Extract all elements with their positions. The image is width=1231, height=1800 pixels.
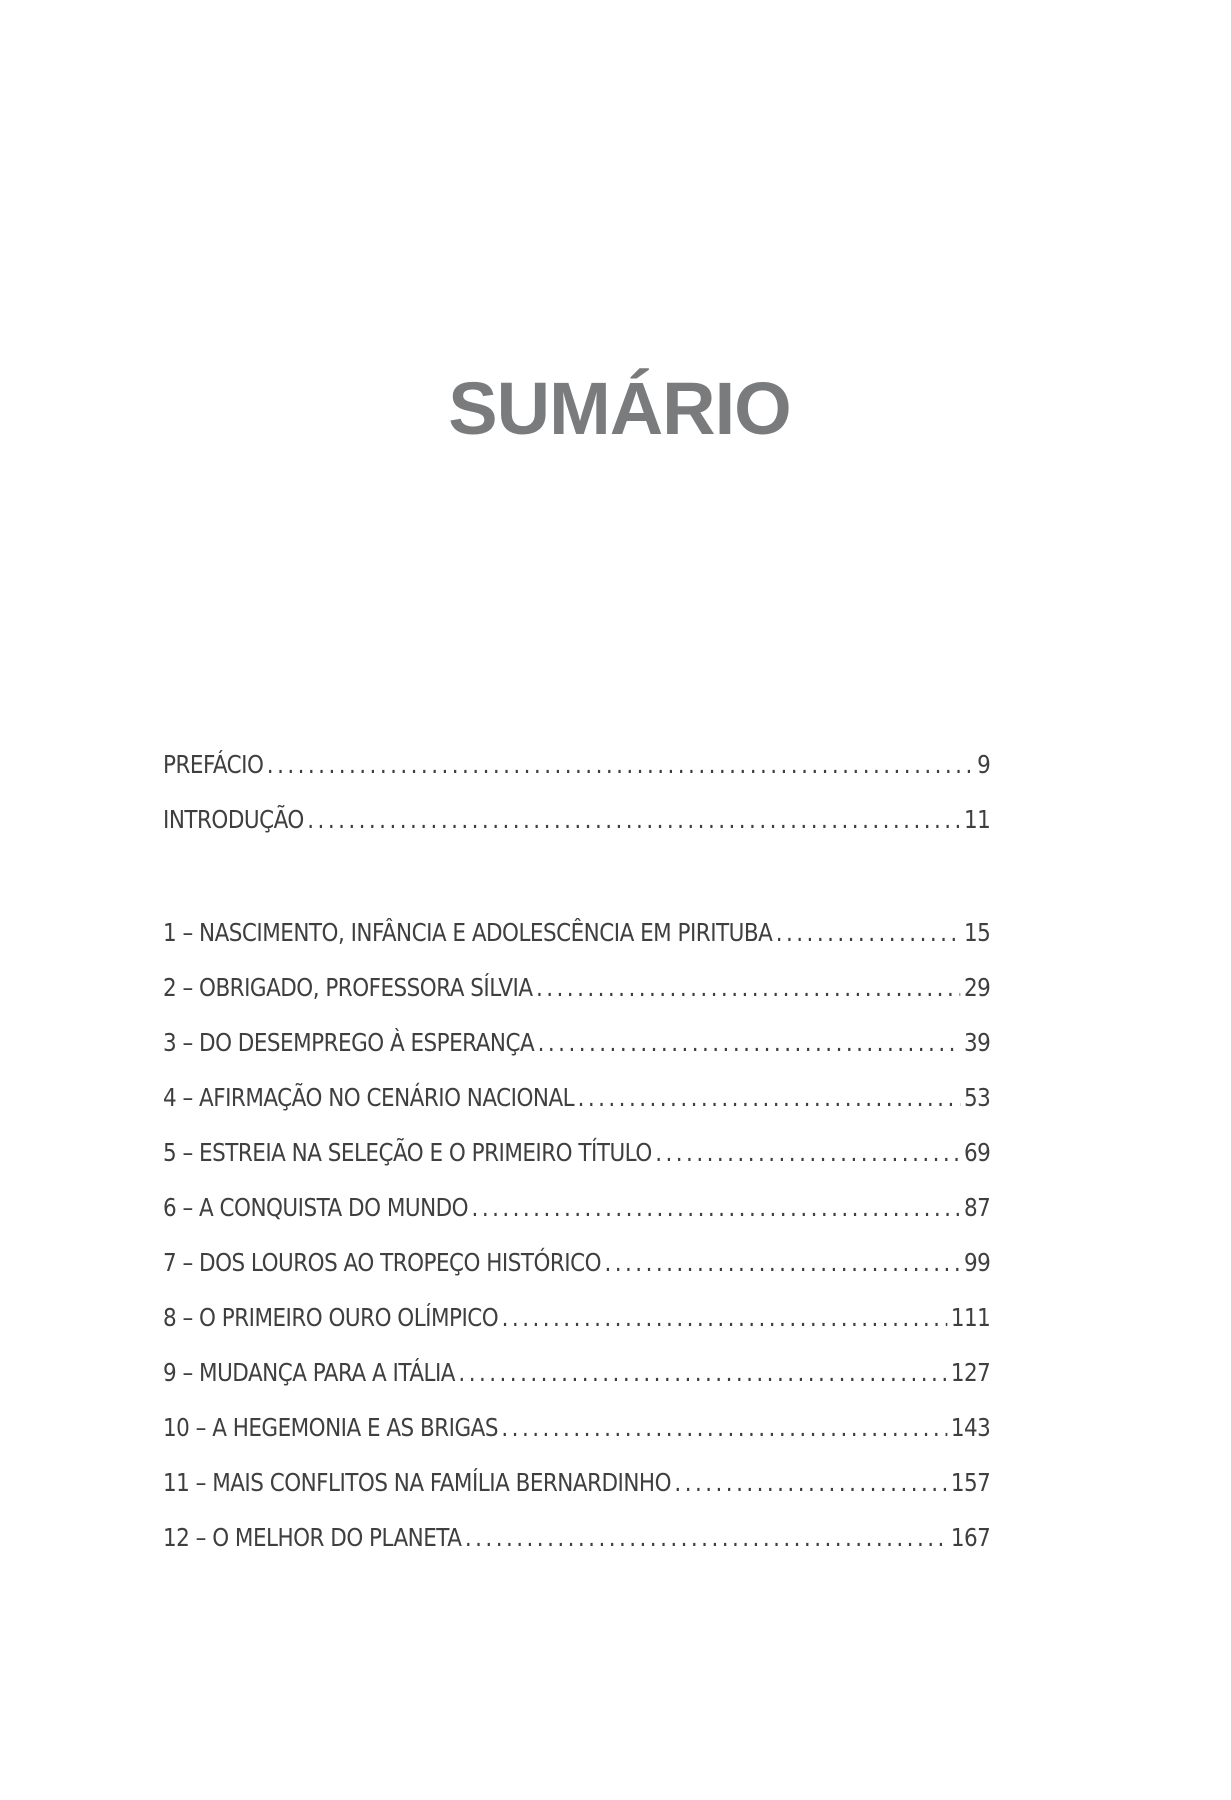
dot-leader bbox=[472, 1193, 961, 1222]
toc-entry-chapter-5[interactable] bbox=[163, 1138, 990, 1178]
toc-entry-page: 53 bbox=[963, 1083, 991, 1112]
toc-entry-preface[interactable] bbox=[163, 750, 990, 790]
toc-entry-page: 99 bbox=[963, 1248, 991, 1277]
dot-leader bbox=[465, 1523, 948, 1552]
toc-entry-chapter-8[interactable] bbox=[163, 1303, 990, 1343]
toc-entry-label: 6 – A CONQUISTA DO MUNDO bbox=[163, 1193, 469, 1222]
toc-entry-page: 11 bbox=[963, 805, 991, 834]
toc-entry-label: 7 – DOS LOUROS AO TROPEÇO HISTÓRICO bbox=[163, 1248, 602, 1277]
dot-leader bbox=[538, 1028, 961, 1057]
toc-entry-label: PREFÁCIO bbox=[163, 750, 264, 779]
toc-entry-page: 39 bbox=[963, 1028, 991, 1057]
toc-entry-label: 4 – AFIRMAÇÃO NO CENÁRIO NACIONAL bbox=[163, 1083, 575, 1112]
dot-leader bbox=[307, 805, 960, 834]
toc-entry-chapter-4[interactable] bbox=[163, 1083, 990, 1123]
toc-entry-label: 11 – MAIS CONFLITOS NA FAMÍLIA BERNARDINHO bbox=[163, 1468, 671, 1497]
dot-leader bbox=[501, 1413, 947, 1442]
toc-entry-label: 3 – DO DESEMPREGO À ESPERANÇA bbox=[163, 1028, 535, 1057]
dot-leader bbox=[776, 918, 961, 947]
toc-entry-chapter-2[interactable] bbox=[163, 973, 990, 1013]
toc-entry-introduction[interactable] bbox=[163, 805, 990, 845]
toc-entry-label: 9 – MUDANÇA PARA A ITÁLIA bbox=[163, 1358, 455, 1387]
toc-entry-label: 1 – NASCIMENTO, INFÂNCIA E ADOLESCÊNCIA EM PIRITUBA bbox=[163, 918, 773, 947]
dot-leader bbox=[458, 1358, 947, 1387]
toc-entry-page: 127 bbox=[950, 1358, 991, 1387]
toc-entry-label: 2 – OBRIGADO, PROFESSORA SÍLVIA bbox=[163, 973, 533, 1002]
toc-entry-chapter-6[interactable] bbox=[163, 1193, 990, 1233]
dot-leader bbox=[502, 1303, 948, 1332]
toc-entry-chapter-10[interactable] bbox=[163, 1413, 990, 1453]
toc-entry-page: 15 bbox=[963, 918, 991, 947]
dot-leader bbox=[604, 1248, 960, 1277]
toc-entry-label: 12 – O MELHOR DO PLANETA bbox=[163, 1523, 462, 1552]
dot-leader bbox=[536, 973, 961, 1002]
toc-entry-label: 10 – A HEGEMONIA E AS BRIGAS bbox=[163, 1413, 498, 1442]
dot-leader bbox=[578, 1083, 961, 1112]
toc-entry-label: 8 – O PRIMEIRO OURO OLÍMPICO bbox=[163, 1303, 499, 1332]
toc-entry-page: 9 bbox=[977, 750, 991, 779]
toc-entry-chapter-1[interactable] bbox=[163, 918, 990, 958]
toc-entry-page: 143 bbox=[950, 1413, 991, 1442]
toc-entry-label: INTRODUÇÃO bbox=[163, 805, 304, 834]
dot-leader bbox=[267, 750, 974, 779]
toc-entry-page: 111 bbox=[950, 1303, 991, 1332]
page-title: SUMÁRIO bbox=[448, 366, 791, 450]
toc-entry-page: 29 bbox=[963, 973, 991, 1002]
toc-entry-page: 167 bbox=[950, 1523, 991, 1552]
toc-entry-chapter-12[interactable] bbox=[163, 1523, 990, 1563]
dot-leader bbox=[655, 1138, 960, 1167]
toc-entry-page: 69 bbox=[963, 1138, 991, 1167]
toc-entry-chapter-11[interactable] bbox=[163, 1468, 990, 1508]
toc-entry-chapter-9[interactable] bbox=[163, 1358, 990, 1398]
toc-entry-page: 87 bbox=[963, 1193, 991, 1222]
toc-entry-chapter-3[interactable] bbox=[163, 1028, 990, 1068]
toc-entry-label: 5 – ESTREIA NA SELEÇÃO E O PRIMEIRO TÍTULO bbox=[163, 1138, 652, 1167]
dot-leader bbox=[674, 1468, 947, 1497]
toc-entry-page: 157 bbox=[950, 1468, 991, 1497]
toc-entry-chapter-7[interactable] bbox=[163, 1248, 990, 1288]
